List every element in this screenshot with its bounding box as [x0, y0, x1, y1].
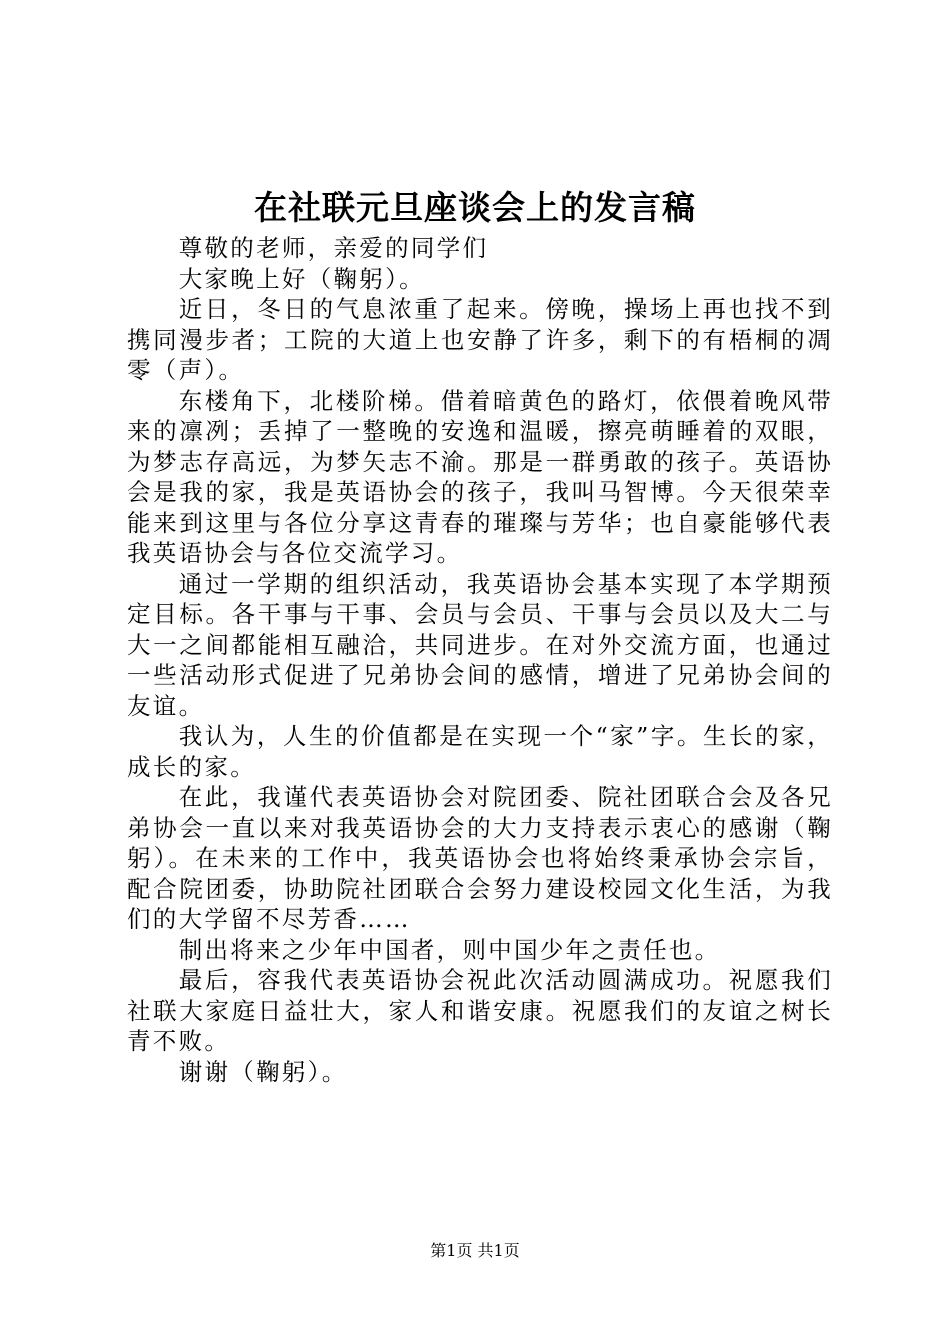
paragraph: 近日，冬日的气息浓重了起来。傍晚，操场上再也找不到携同漫步者；工院的大道上也安静了许多，剩下的有梧桐的凋零（声）。: [127, 295, 833, 384]
document-body: [127, 233, 833, 1087]
paragraph: 东楼角下，北楼阶梯。借着暗黄色的路灯，依偎着晚风带来的凛冽；丢掉了一整晚的安逸和温暖，擦亮萌睡着的双眼，为梦志存高远，为梦矢志不渝。那是一群勇敢的孩子。英语协会是我的家，我是英语协会的孩子，我叫马智博。今天很荣幸能来到这里与各位分享这青春的璀璨与芳华；也自豪能够代表我英语协会与各位交流学习。: [127, 386, 833, 567]
paragraph-greeting: 大家晚上好（鞠躬）。: [178, 264, 425, 293]
document-title: 在社联元旦座谈会上的发言稿: [254, 188, 696, 227]
paragraph: 我认为，人生的价值都是在实现一个“家”字。生长的家，成长的家。: [127, 722, 833, 781]
paragraph: 通过一学期的组织活动，我英语协会基本实现了本学期预定目标。各干事与干事、会员与会员、干事与会员以及大二与大一之间都能相互融洽，共同进步。在对外交流方面，也通过一些活动形式促进了兄弟协会间的感情，增进了兄弟协会间的友谊。: [127, 569, 833, 720]
paragraph: 制出将来之少年中国者，则中国少年之责任也。: [178, 935, 721, 964]
paragraph: 最后，容我代表英语协会祝此次活动圆满成功。祝愿我们社联大家庭日益壮大，家人和谐安康。祝愿我们的友谊之树长青不败。: [127, 966, 833, 1055]
paragraph-closing: 谢谢（鞠躬）。: [178, 1057, 348, 1086]
paragraph-salutation: 尊敬的老师，亲爱的同学们: [178, 234, 489, 262]
page-number-footer: 第1页 共1页: [430, 1241, 520, 1260]
paragraph: 在此，我谨代表英语协会对院团委、院社团联合会及各兄弟协会一直以来对我英语协会的大力支持表示衷心的感谢（鞠躬）。在未来的工作中，我英语协会也将始终秉承协会宗旨，配合院团委，协助院社团联合会努力建设校园文化生活，为我们的大学留不尽芳香……: [127, 783, 833, 933]
